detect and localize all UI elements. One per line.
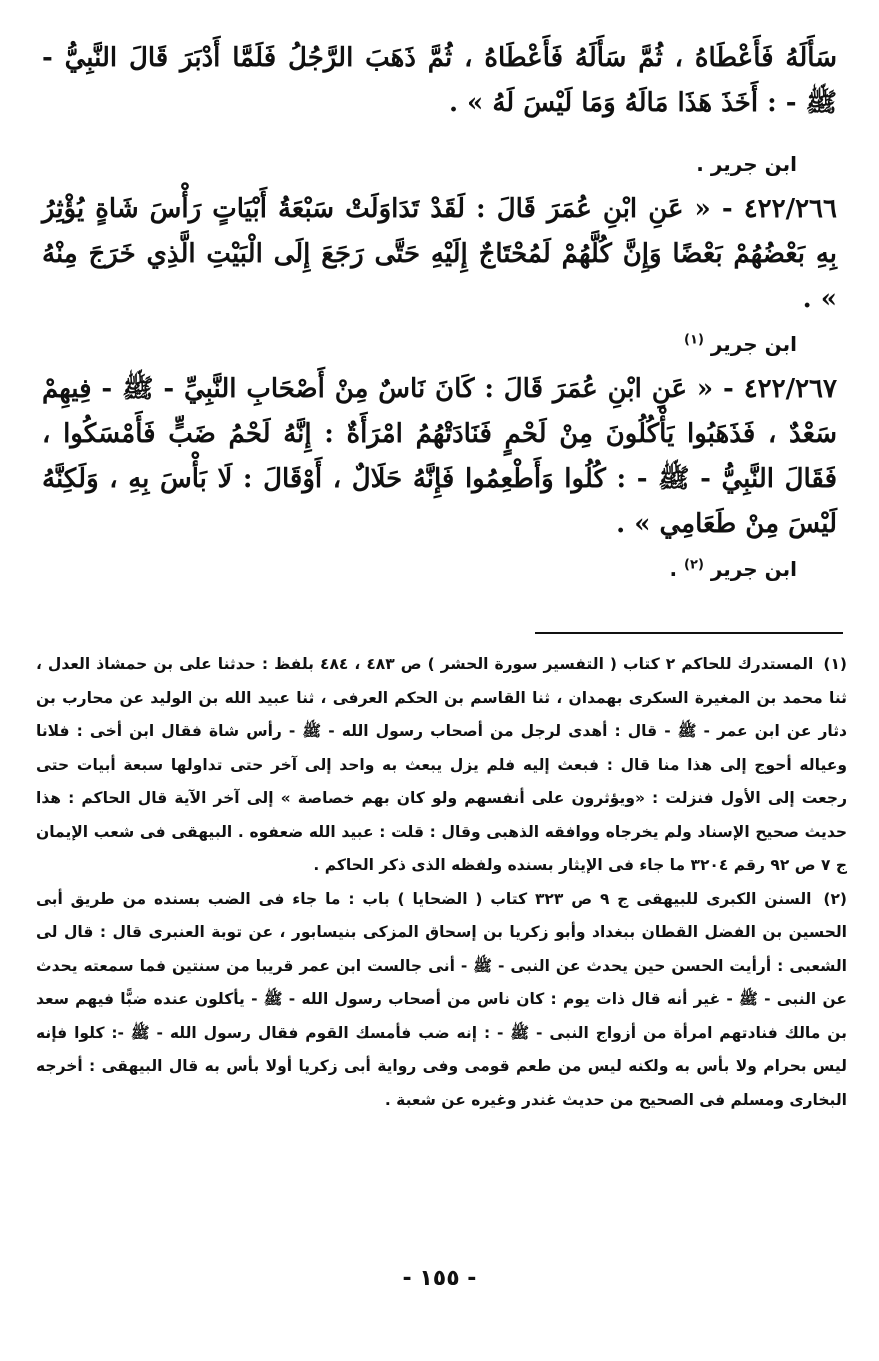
hadith-text: « عَنِ ابْنِ عُمَرَ قَالَ : لَقَدْ تَدَاوَلَتْ سَبْعَةُ أَبْيَاتٍ رَأْسَ شَاةٍ يُؤْثِرُ بِهِ بَعْضُهُمْ بَعْضًا وَإِنَّ كُلَّهُمْ لَمُحْتَاجٌ إِلَيْهِ حَتَّى رَجَعَ إِلَى الْبَيْتِ الَّذِي خَرَجَ مِنْهُ » . xyxy=(42,194,837,314)
hadith-265-end-line2: مَالَهُ وَمَا لَيْسَ لَهُ » . xyxy=(448,88,669,118)
page-number: - ١٥٥ - xyxy=(402,1266,477,1291)
main-text xyxy=(42,36,837,592)
hadith-266 xyxy=(42,187,837,322)
footnote-text: السنن الكبرى للبيهقى ج ٩ ص ٣٢٣ كتاب ( الضحايا ) باب : ما جاء فى الضب بسنده من طريق أبى الحسين بن الفضل القطان ببغداد وأبو زكريا بن إسحاق المزكى بنيسابور ، عن توبة العنبرى قال : قال لى الشعبى : أرأيت الحسن حين يحدث عن النبى - ﷺ - أنى جالست ابن عمر قريبا من سنتين فما سمعته يحدث عن النبى - ﷺ - غير أنه قال ذات يوم : كان ناس من أصحاب رسول الله - ﷺ - يأكلون عنده ضبًّا فيهم سعد بن مالك فنادتهم امرأة من أزواج النبى - ﷺ - : إنه ضب فأمسك القوم فقال رسول الله - ﷺ -: كلوا فإنه ليس بحرام ولا بأس به ولكنه ليس من طعم قومى وفى رواية أبى زكريا أولا بأس به قال البيهقى : أخرجه البخارى ومسلم فى الصحيح من حديث غندر وغيره عن شعبة . xyxy=(36,889,847,1109)
footnote-number: (١) xyxy=(823,655,847,673)
source-citation: ابن جرير $^{(٢)}$ . xyxy=(669,557,797,581)
text-line xyxy=(42,36,837,126)
hadith-265-end-line1: سَأَلَهُ فَأَعْطَاهُ ، ثُمَّ سَأَلَهُ فَأَعْطَاهُ ، ثُمَّ ذَهَبَ الرَّجُلُ فَلَمَّا أَدْبَرَ قَالَ النَّبِيُّ - ﷺ - : أَخَذَ هَذَا xyxy=(42,43,837,118)
source-citation: ابن جرير . xyxy=(696,152,797,176)
hadith-267 xyxy=(42,367,837,547)
footnote-2 xyxy=(36,883,847,1118)
hadith-number: ٤٢٢/٢٦٧ - xyxy=(723,374,837,404)
hadith-number: ٤٢٢/٢٦٦ - xyxy=(721,194,837,224)
hadith-text: « عَنِ ابْنِ عُمَرَ قَالَ : كَانَ نَاسٌ مِنْ أَصْحَابِ النَّبِيِّ - ﷺ - فِيهِمْ سَعْدٌ ، فَذَهَبُوا يَأْكُلُونَ مِنْ لَحْمٍ فَنَادَتْهُمُ امْرَأَةٌ : إِنَّهُ لَحْمُ ضَبٍّ فَأَمْسَكُوا ، فَقَالَ النَّبِيُّ - ﷺ - : كُلُوا وَأَطْعِمُوا فَإِنَّهُ حَلَالٌ ، أَوْقَالَ : لَا بَأْسَ بِهِ ، وَلَكِنَّهُ لَيْسَ مِنْ طَعَامِي » . xyxy=(42,374,837,539)
footnote-text: المستدرك للحاكم ٢ كتاب ( التفسير سورة الحشر ) ص ٤٨٣ ، ٤٨٤ بلفظ : حدثنا على بن حمشاذ العدل ، ثنا محمد بن المغيرة السكرى بهمدان ، ثنا القاسم بن الحكم العرفى ، ثنا عبيد الله بن الوليد عن محارب بن دثار عن ابن عمر - ﷺ - قال : أهدى لرجل من أصحاب رسول الله - ﷺ - رأس شاة فقال ابن أخى : فلانا وعياله أحوج إلى هذا منا قال : فبعث إليه فلم يزل يبعث به واحد إلى آخر حتى تداولها سبعة أبيات حتى رجعت إلى الأول فنزلت : «ويؤثرون على أنفسهم ولو كان بهم خصاصة » إلى آخر الآية قال الحاكم : هذا حديث صحيح الإسناد ولم يخرجاه ووافقه الذهبى وقال : قلت : عبيد الله ضعفوه . البيهقى فى شعب الإيمان ج ٧ ص ٩٢ رقم ٣٢٠٤ ما جاء فى الإيثار بسنده ولفظه الذى ذكر الحاكم . xyxy=(36,655,847,874)
footnote-number: (٢) xyxy=(823,889,847,908)
footnotes xyxy=(36,648,847,1117)
footnote-ref[interactable]: (١) xyxy=(684,332,704,348)
footnote-divider xyxy=(535,632,843,634)
source-citation: ابن جرير $^{(١)}$ xyxy=(684,332,797,356)
footnote-1 xyxy=(36,648,847,883)
footnote-ref[interactable]: (٢) xyxy=(684,557,704,573)
